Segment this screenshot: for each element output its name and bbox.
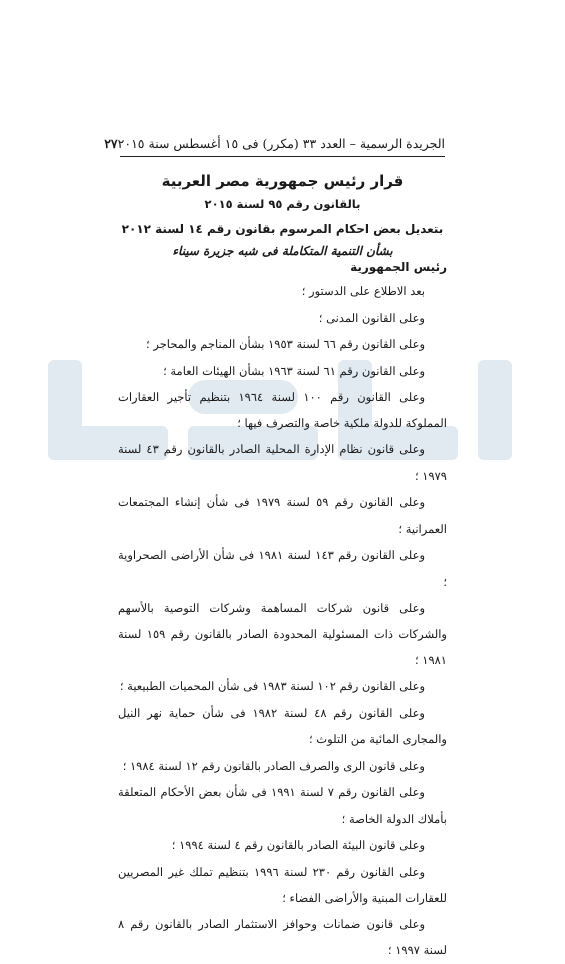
- preamble-line: وعلى قانون البيئة الصادر بالقانون رقم ٤ لسنة ١٩٩٤ ؛: [171, 838, 425, 852]
- decree-law-number: بالقانون رقم ٩٥ لسنة ٢٠١٥: [204, 197, 361, 211]
- preamble-line: بعد الاطلاع على الدستور ؛: [301, 284, 425, 298]
- page-number: ٢٧: [104, 135, 118, 151]
- preamble-line: وعلى قانون نظام الإدارة المحلية الصادر بالقانون رقم ٤٣ لسنة ١٩٧٩ ؛: [118, 442, 447, 483]
- preamble-line: وعلى القانون رقم ٤٨ لسنة ١٩٨٢ فى شأن حماية نهر النيل والمجارى المائية من التلوث ؛: [118, 705, 447, 746]
- header-divider: [120, 156, 445, 157]
- preamble-line: وعلى قانون شركات المساهمة وشركات التوصية بالأسهم والشركات ذات المسئولية المحدودة الصادر بالقانون رقم ١٥٩ لسنة ١٩٨١ ؛: [118, 601, 447, 667]
- preamble-line: وعلى القانون رقم ١٤٣ لسنة ١٩٨١ فى شأن الأراضى الصحراوية ؛: [118, 548, 447, 589]
- decree-heading: [100, 168, 465, 262]
- decree-title: قرار رئيس جمهورية مصر العربية: [161, 172, 404, 190]
- preamble-line: وعلى القانون رقم ٦١ لسنة ١٩٦٣ بشأن الهيئات العامة ؛: [163, 363, 425, 378]
- preamble-line: وعلى القانون رقم ٥٩ لسنة ١٩٧٩ فى شأن إنشاء المجتمعات العمرانية ؛: [118, 495, 447, 536]
- preamble-line: وعلى القانون رقم ١٠٢ لسنة ١٩٨٣ فى شأن المحميات الطبيعية ؛: [119, 679, 425, 693]
- decree-amendment: بتعديل بعض احكام المرسوم بقانون رقم ١٤ لسنة ٢٠١٢: [121, 222, 444, 236]
- preamble-line: وعلى القانون رقم ٦٦ لسنة ١٩٥٣ بشأن المناجم والمحاجر ؛: [146, 337, 425, 351]
- speaker-heading: رئيس الجمهورية: [350, 260, 447, 274]
- preamble-line: وعلى القانون رقم ٢٣٠ لسنة ١٩٩٦ بتنظيم تملك غير المصريين للعقارات المبنية والأراضى الفضاء ؛: [118, 864, 447, 905]
- preamble-line: وعلى قانون ضمانات وحوافز الاستثمار الصادر بالقانون رقم ٨ لسنة ١٩٩٧ ؛: [118, 916, 447, 957]
- preamble-line: وعلى القانون رقم ١٠٠ لسنة ١٩٦٤ بتنظيم تأجير العقارات المملوكة للدولة ملكية خاصة والتصرف فيها ؛: [118, 390, 447, 430]
- decree-body: [118, 256, 447, 964]
- preamble-line: وعلى قانون الرى والصرف الصادر بالقانون رقم ١٢ لسنة ١٩٨٤ ؛: [122, 758, 425, 773]
- decree-subject: بشأن التنمية المتكاملة فى شبه جزيرة سيناء: [172, 244, 393, 258]
- preamble-line: وعلى القانون المدنى ؛: [318, 310, 425, 325]
- gazette-header: [104, 133, 445, 153]
- preamble-line: وعلى القانون رقم ٧ لسنة ١٩٩١ فى شأن بعض الأحكام المتعلقة بأملاك الدولة الخاصة ؛: [118, 785, 447, 826]
- gazette-line: الجريدة الرسمية – العدد ٣٣ (مكرر) فى ١٥ أغسطس سنة ٢٠١٥: [117, 135, 445, 151]
